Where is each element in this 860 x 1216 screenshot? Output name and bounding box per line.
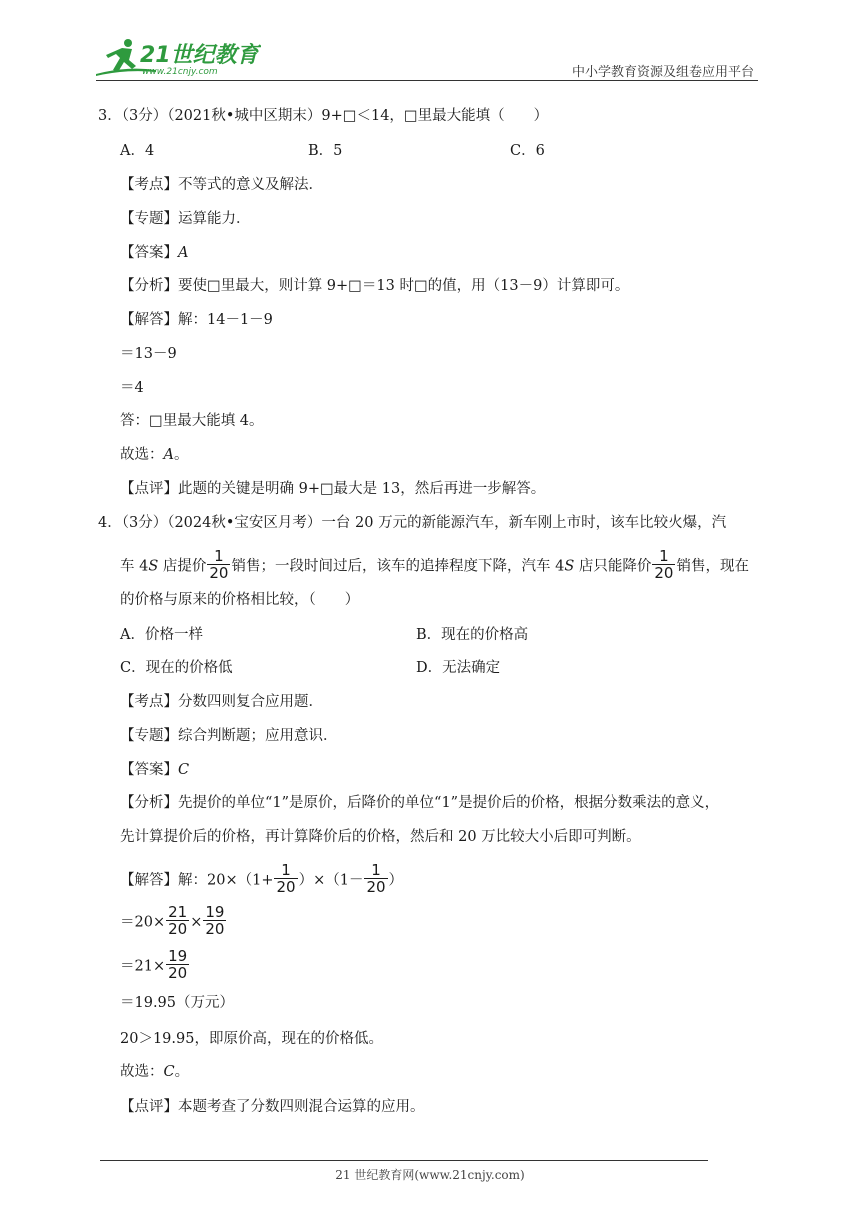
q4-fenxi-line1: 【分析】先提价的单位“1”是原价，后降价的单位“1”是提价后的价格，根据分数乘法的意义，	[120, 795, 720, 811]
logo-text: 21世纪教育	[140, 43, 259, 68]
answer-value: C	[178, 762, 190, 778]
fraction-numerator: 1	[659, 547, 669, 565]
q4-stem-line2	[120, 547, 749, 583]
q3-jieda-answer: 答：□里最大能填 4。	[120, 413, 264, 429]
q3-option-a: A．4	[120, 143, 155, 159]
q4-jieda-line4: ＝19.95（万元）	[120, 995, 235, 1011]
fraction-one-twentieth	[274, 862, 297, 895]
guxuan-label: 故选：	[120, 447, 164, 463]
footer-divider	[100, 1160, 708, 1161]
fraction-numerator: 21	[168, 903, 188, 921]
jieda-part: ＝20×	[120, 914, 166, 931]
jieda-part: ）×（1－	[298, 872, 364, 889]
fraction-numerator: 1	[281, 861, 291, 879]
logo-url: www.21cnjy.com	[142, 67, 218, 77]
fraction-19-20	[166, 948, 189, 981]
q3-answer	[120, 243, 188, 263]
fraction-denominator: 20	[168, 920, 188, 938]
q3-jieda-line2: ＝13－9	[120, 346, 177, 362]
site-logo	[96, 36, 261, 80]
q3-option-b: B．5	[308, 143, 343, 159]
q4-option-b: B．现在的价格高	[416, 627, 529, 643]
fraction-one-twentieth	[652, 548, 675, 581]
q3-dianping: 【点评】此题的关键是明确 9+□最大是 13，然后再进一步解答。	[120, 481, 546, 497]
fraction-numerator: 1	[371, 861, 381, 879]
q4-option-a: A．价格一样	[120, 627, 203, 643]
fraction-19-20	[203, 904, 226, 937]
jieda-part: ×	[190, 914, 203, 931]
q4-compare: 20＞19.95，即原价高，现在的价格低。	[120, 1031, 383, 1047]
q4-guxuan	[120, 1062, 189, 1082]
fraction-one-twentieth	[364, 862, 387, 895]
guxuan-label: 故选：	[120, 1064, 164, 1080]
q3-stem: 3．（3分）（2021秋•城中区期末）9+□＜14，□里最大能填（ ）	[98, 108, 549, 124]
stem-part: 车 4	[120, 558, 149, 575]
stem-italic-s: S	[148, 558, 159, 575]
q4-stem-line3: 的价格与原来的价格相比较，（ ）	[120, 592, 360, 608]
guxuan-value: C	[163, 1064, 175, 1080]
stem-italic-s: S	[564, 558, 575, 575]
fraction-denominator: 20	[209, 564, 229, 582]
fraction-denominator: 20	[366, 878, 386, 896]
answer-label: 【答案】	[120, 245, 178, 261]
jieda-part: ＝21×	[120, 958, 166, 975]
q3-guxuan	[120, 445, 188, 465]
answer-label: 【答案】	[120, 762, 178, 778]
q3-jieda-line1: 【解答】解：14－1－9	[120, 312, 273, 328]
fraction-denominator: 20	[654, 564, 674, 582]
q4-option-d: D．无法确定	[416, 660, 501, 676]
q4-jieda-line1	[120, 861, 404, 897]
q4-option-c: C．现在的价格低	[120, 660, 233, 676]
stem-part: 销售，现在	[676, 558, 749, 575]
q3-option-c: C．6	[510, 143, 545, 159]
q4-jieda-line3	[120, 947, 190, 983]
q4-zhuanti: 【专题】综合判断题；应用意识．	[120, 728, 338, 744]
q3-jieda-line3: ＝4	[120, 380, 144, 396]
header-divider	[96, 80, 758, 81]
jieda-part: ）	[388, 872, 404, 889]
fraction-numerator: 19	[205, 903, 225, 921]
q4-kaodian: 【考点】分数四则复合应用题．	[120, 694, 323, 710]
q4-jieda-line2	[120, 903, 227, 939]
stem-part: 店提价	[158, 558, 207, 575]
guxuan-value: A	[163, 447, 174, 463]
guxuan-end: 。	[174, 1064, 190, 1080]
q4-dianping: 【点评】本题考查了分数四则混合运算的应用。	[120, 1099, 425, 1115]
guxuan-end: 。	[173, 447, 189, 463]
fraction-denominator: 20	[205, 920, 225, 938]
stem-part: 销售；一段时间过后，该车的追捧程度下降，汽车 4	[231, 558, 565, 575]
fraction-denominator: 20	[168, 964, 188, 982]
q3-kaodian: 【考点】不等式的意义及解法．	[120, 177, 323, 193]
fraction-one-twentieth	[207, 548, 230, 581]
fraction-denominator: 20	[276, 878, 296, 896]
fraction-numerator: 1	[214, 547, 224, 565]
fraction-21-20	[166, 904, 189, 937]
q4-fenxi-line2: 先计算提价后的价格，再计算降价后的价格，然后和 20 万比较大小后即可判断。	[120, 829, 641, 845]
footer-text: 21 世纪教育网(www.21cnjy.com)	[335, 1168, 525, 1182]
q3-zhuanti: 【专题】运算能力．	[120, 211, 251, 227]
fraction-numerator: 19	[168, 947, 188, 965]
jieda-part: 【解答】解：20×（1+	[120, 872, 274, 889]
answer-value: A	[178, 245, 189, 261]
q4-stem-line1: 4．（3分）（2024秋•宝安区月考）一台 20 万元的新能源汽车，新车刚上市时，该车比较火爆，汽	[98, 515, 727, 531]
q3-fenxi: 【分析】要使□里最大，则计算 9+□＝13 时□的值，用（13－9）计算即可。	[120, 278, 630, 294]
q4-answer	[120, 760, 189, 780]
stem-part: 店只能降价	[574, 558, 652, 575]
platform-name: 中小学教育资源及组卷应用平台	[572, 65, 755, 80]
